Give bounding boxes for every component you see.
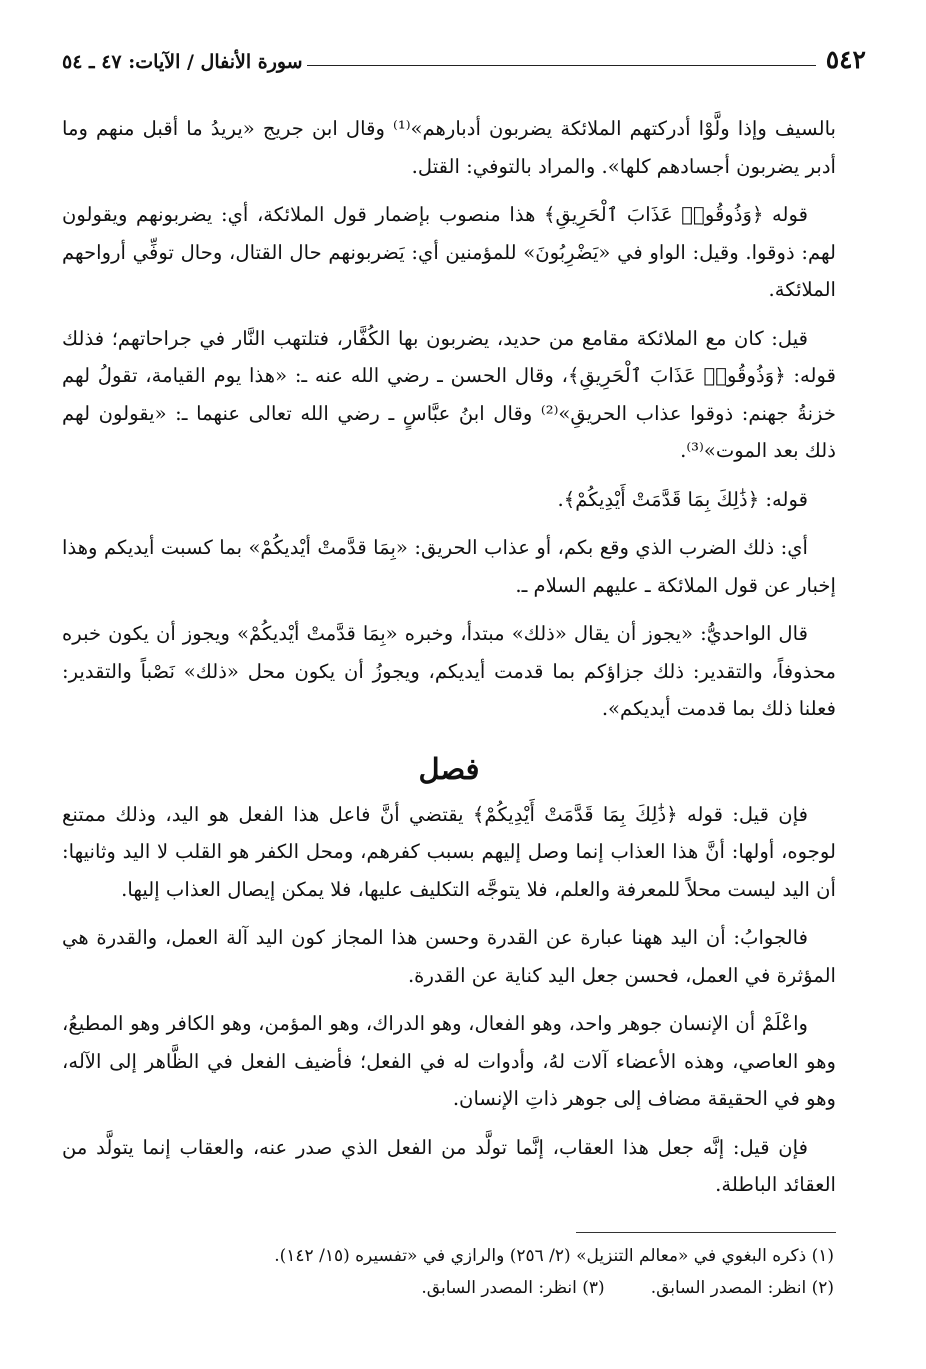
paragraph: أي: ذلك الضرب الذي وقع بكم، أو عذاب الحريق: «بِمَا قدَّمتْ أيْديكُمْ» بما كسبت أيديكم وهذا إخبار عن قول الملائكة ـ عليهم السلام ـ. bbox=[62, 536, 836, 597]
page-number: ٥٤٢ bbox=[825, 45, 866, 74]
section-heading: فصل bbox=[418, 751, 480, 786]
paragraph: واعْلَمْ أن الإنسان جوهر واحد، وهو الفعال، وهو الدراك، وهو المؤمن، وهو الكافر وهو المطيعُ، وهو العاصي، وهذه الأعضاء آلات لهُ، وأدوات له في الفعل؛ فأضيف الفعل في الظَّاهر إلى الآله، وهو في الحقيقة مضاف إلى جوهر ذاتِ الإنسان. bbox=[62, 1012, 836, 1110]
paragraph: فالجوابُ: أن اليد ههنا عبارة عن القدرة وحسن هذا المجاز كون اليد آلة العمل، والقدرة هي المؤثرة في العمل، فحسن جعل اليد كناية عن القدرة. bbox=[62, 926, 836, 987]
paragraph: فإن قيل: قوله ﴿ذَٰلِكَ بِمَا قَدَّمَتْ أَيْدِيكُمْ﴾ يقتضي أنَّ فاعل هذا الفعل هو اليد، وذلك ممتنع لوجوه، أولها: أنَّ هذا العذاب إنما وصل إليهم بسبب كفرهم، ومحل الكفر هو القلب لا اليد وثانيها: أن اليد ليست محلاً للمعرفة والعلم، فلا يتوجَّه التكليف عليها، فلا يمكن إيصال العذاب إليها. bbox=[62, 802, 836, 901]
paragraph: بالسيف وإذا ولَّوْا أدركتهم الملائكة يضربون أدبارهم»⁽¹⁾ وقال ابن جريج «يريدُ ما أقبل منهم وما أدبر يضربون أجسادهم كلها». والمراد بالتوفي: القتل. bbox=[62, 117, 836, 178]
footnote-row bbox=[150, 1272, 834, 1304]
paragraph: فإن قيل: إنَّه جعل هذا العقاب، إنَّما تولَّد من الفعل الذي صدر عنه، والعقاب إنما يتولَّد من العقائد الباطلة. bbox=[62, 1135, 836, 1196]
footnote-3: (٣) انظر: المصدر السابق. bbox=[421, 1278, 605, 1298]
footnotes bbox=[150, 1240, 834, 1304]
footnote-divider bbox=[576, 1232, 836, 1233]
paragraph: قال الواحديُّ: «يجوز أن يقال «ذلك» مبتدأ، وخبره «بِمَا قدَّمتْ أيْديكُمْ» ويجوز أن يكون خبره محذوفاً، والتقدير: ذلك جزاؤكم بما قدمت أيديكم، ويجوزُ أن يكون محل «ذلك» نَصْباً والتقدير: فعلنا ذلك بما قدمت أيديكم». bbox=[62, 622, 836, 720]
main-text bbox=[62, 110, 836, 1215]
footnote-1: (١) ذكره البغوي في «معالم التنزيل» (٢/ ٢٥٦) والرازي في «تفسيره (١٥/ ١٤٢). bbox=[274, 1246, 834, 1266]
footnote-2: (٢) انظر: المصدر السابق. bbox=[650, 1278, 834, 1298]
running-title: سورة الأنفال / الآيات: ٤٧ ـ ٥٤ bbox=[62, 51, 303, 73]
paragraph: قوله: ﴿ذَٰلِكَ بِمَا قَدَّمَتْ أَيْدِيكُمْ﴾. bbox=[557, 487, 808, 511]
paragraph: قوله ﴿وَذُوقُوا۟ عَذَابَ ٱلْحَرِيقِ﴾ هذا منصوب بإضمار قول الملائكة، أي: يضربونهم ويقولون لهم: ذوقوا. وقيل: الواو في «يَضْرِبُونَ» للمؤمنين أي: يَضربونهم حال القتال، وحال توفِّي أرواحهم الملائكة. bbox=[62, 203, 836, 301]
header-rule bbox=[307, 65, 816, 66]
page-header bbox=[62, 38, 866, 72]
paragraph: قيل: كان مع الملائكة مقامع من حديد، يضربون بها الكُفَّار، فتلتهب النَّار في جراحاتهم؛ فذلك قوله: ﴿وَذُوقُوا۟ عَذَابَ ٱلْحَرِيقِ﴾، وقال الحسن ـ رضي الله عنه ـ: «هذا يوم القيامة، تقولُ لهم خزنةُ جهنم: ذوقوا عذاب الحريقِ»⁽²⁾ وقال ابنُ عبَّاسٍ ـ رضي الله تعالى عنهما ـ: «يقولون لهم ذلك بعد الموت»⁽³⁾. bbox=[62, 326, 836, 462]
